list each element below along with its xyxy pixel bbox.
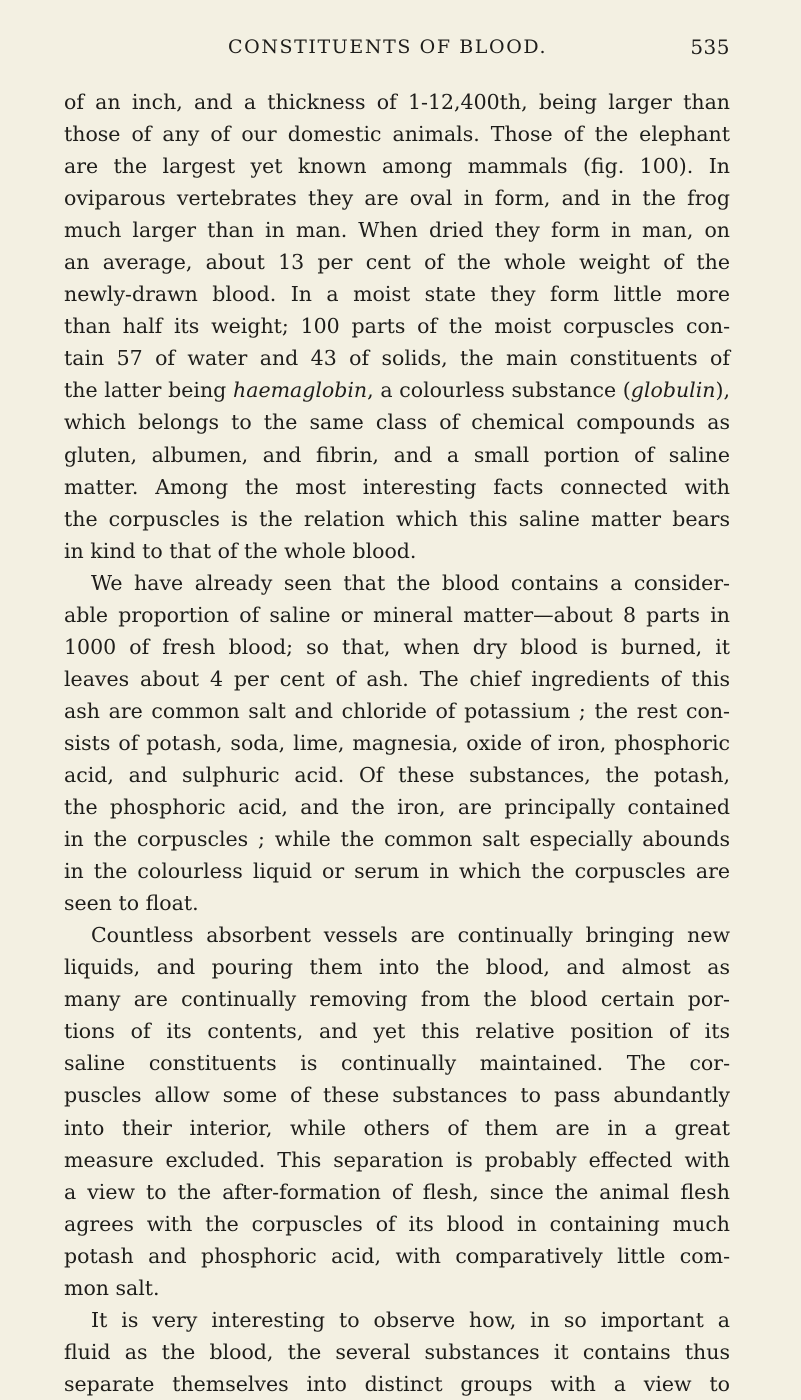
text-line [64,599,730,631]
running-title: CONSTITUENTS OF BLOOD. [228,36,548,58]
text-line [64,1368,730,1400]
text-run: puscles allow some of these substances to pass abundantly [64,1083,730,1108]
text-run: tain 57 of water and 43 of solids, the main constituents of [64,346,730,371]
text-line [64,535,730,567]
text-line [64,310,730,342]
text-run: are the largest yet known among mammals (fig. 100). In [64,154,730,179]
text-run: separate themselves into distinct groups with a view to [64,1371,730,1396]
text-line [64,150,730,182]
text-line [64,855,730,887]
text-run: those of any of our domestic animals. Those of the elephant [64,122,730,147]
text-run: a view to the after-formation of flesh, since the animal flesh [64,1179,730,1204]
text-line [64,471,730,503]
text-line [64,278,730,310]
text-run: an average, about 13 per cent of the whole weight of the [64,250,730,275]
text-line [64,86,730,118]
text-run: ash are common salt and chloride of potassium ; the rest con- [64,698,730,723]
text-line [64,1015,730,1047]
text-run: in the colourless liquid or serum in which the corpuscles are [64,859,730,884]
text-line [64,1304,730,1336]
text-run: into their interior, while others of them are in a great [64,1115,730,1140]
running-head [64,34,730,70]
text-line [64,631,730,663]
text-line [64,406,730,438]
text-run: liquids, and pouring them into the blood, and almost as [64,955,730,980]
text-line [64,823,730,855]
text-run: agrees with the corpuscles of its blood in containing much [64,1211,730,1236]
text-run: of an inch, and a thickness of 1-12,400th, being larger than [64,90,730,114]
text-run: mon salt. [64,1275,160,1300]
text-line [64,1144,730,1176]
text-run: in kind to that of the whole blood. [64,538,417,563]
text-run: measure excluded. This separation is probably effected with [64,1147,730,1172]
text-line [64,919,730,951]
text-run: fluid as the blood, the several substances it contains thus [64,1339,730,1364]
text-line [64,439,730,471]
text-run: oviparous vertebrates they are oval in form, and in the frog [64,186,730,211]
text-run: matter. Among the most interesting facts connected with [64,474,730,499]
text-run: ), [715,378,730,403]
body-text [64,86,730,1400]
text-run: sists of potash, soda, lime, magnesia, oxide of iron, phosphoric [64,730,730,755]
text-line [64,214,730,246]
text-line [64,1112,730,1144]
text-line [64,182,730,214]
text-line [64,983,730,1015]
text-line [64,118,730,150]
text-run: acid, and sulphuric acid. Of these substances, the potash, [64,762,730,787]
text-line [64,1079,730,1111]
text-line [64,374,730,406]
text-run: newly-drawn blood. In a moist state they form little more [64,282,730,307]
text-run: which belongs to the same class of chemical compounds as [64,410,730,435]
text-line [64,791,730,823]
text-run: the latter being [64,378,234,403]
text-run: the corpuscles is the relation which this saline matter bears [64,506,730,531]
text-line [64,342,730,374]
text-run: able proportion of saline or mineral matter—about 8 parts in [64,602,730,627]
text-run: We have already seen that the blood contains a consider- [91,570,730,595]
italic-term: globulin [630,378,716,403]
text-run: than half its weight; 100 parts of the moist corpuscles con- [64,314,730,339]
text-run: the phosphoric acid, and the iron, are principally contained [64,795,730,820]
text-line [64,503,730,535]
text-line [64,1047,730,1079]
text-run: , a colourless substance ( [367,378,631,403]
text-line [64,887,730,919]
text-line [64,663,730,695]
text-run: leaves about 4 per cent of ash. The chief ingredients of this [64,666,730,691]
page-number: 535 [690,35,730,59]
text-run: 1000 of fresh blood; so that, when dry blood is burned, it [64,634,730,659]
text-line [64,1240,730,1272]
text-line [64,759,730,791]
text-line [64,1208,730,1240]
text-run: tions of its contents, and yet this relative position of its [64,1019,730,1044]
text-run: It is very interesting to observe how, in so important a [91,1307,730,1332]
text-line [64,695,730,727]
text-run: potash and phosphoric acid, with comparatively little com- [64,1243,730,1268]
text-line [64,951,730,983]
italic-term: haemaglobin [233,378,368,403]
text-run: much larger than in man. When dried they form in man, on [64,218,730,243]
text-run: in the corpuscles ; while the common salt especially abounds [64,827,730,852]
text-run: seen to float. [64,891,199,916]
text-line [64,1272,730,1304]
text-line [64,246,730,278]
text-line [64,1176,730,1208]
text-line [64,567,730,599]
text-run: Countless absorbent vessels are continually bringing new [91,923,730,948]
text-run: gluten, albumen, and fibrin, and a small portion of saline [64,442,730,467]
text-line [64,727,730,759]
text-run: many are continually removing from the blood certain por- [64,987,730,1012]
text-run: saline constituents is continually maintained. The cor- [64,1051,730,1076]
